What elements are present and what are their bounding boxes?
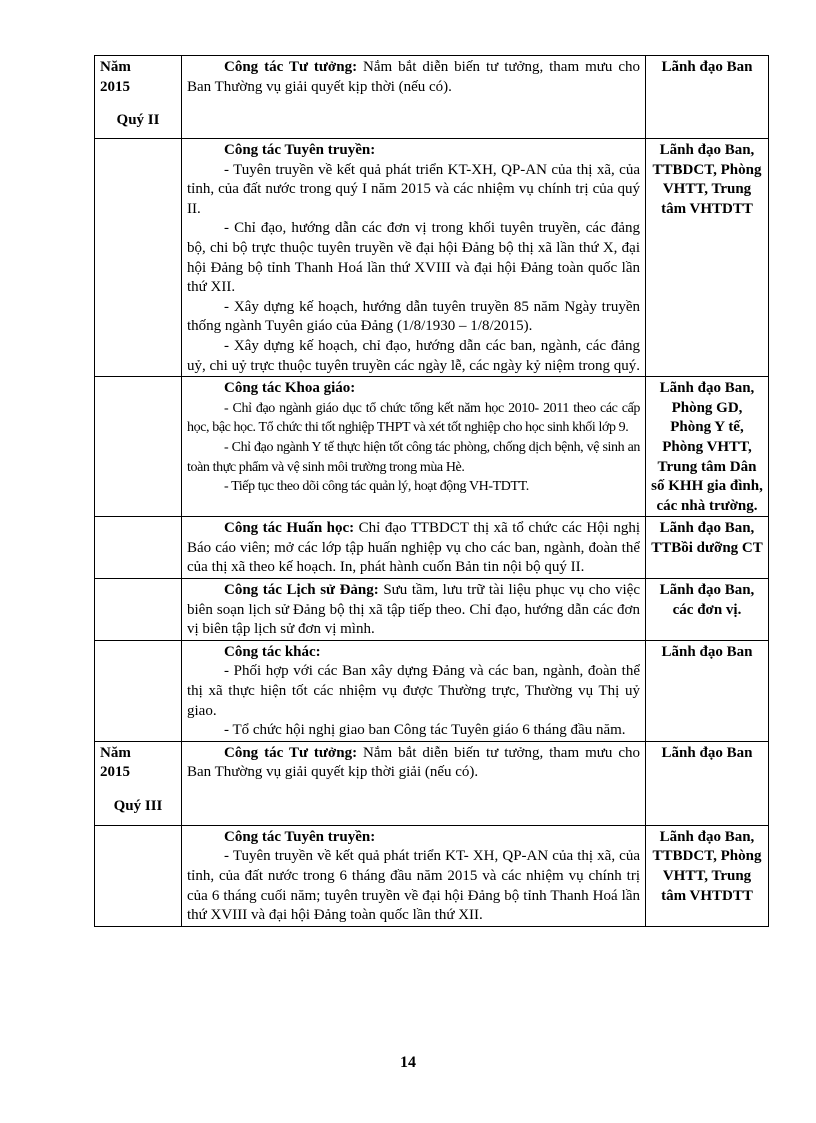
table-row	[95, 377, 769, 517]
task-title: Công tác Tư tưởng:	[224, 744, 358, 761]
task-description: Chỉ đạo TTBDCT thị xã tổ chức các Hội nghị Báo cáo viên; mở các lớp tập huấn nghiệp vụ cho các ban, ngành, đoàn thể của thị xã theo kế hoạch. In, phát hành cuốn Bản tin nội bộ quý II.	[187, 520, 640, 576]
task-item: - Tiếp tục theo dõi công tác quản lý, hoạt động VH-TDTT.	[224, 479, 529, 495]
period-cell-empty	[95, 579, 182, 641]
task-item: - Chỉ đạo, hướng dẫn các đơn vị trong khối tuyên truyền, các đảng bộ, chi bộ trực thuộc tuyên truyền về đại hội Đảng bộ thị xã lần thứ X, đại hội Đảng bộ tỉnh Thanh Hoá lần thứ XVIII và đại hội Đảng toàn quốc lần thứ XII.	[187, 220, 640, 296]
task-cell	[182, 825, 646, 926]
responsible-cell: Lãnh đạo Ban, TTBDCT, Phòng VHTT, Trung tâm VHTDTT	[646, 825, 769, 926]
task-title: Công tác Tuyên truyền:	[224, 142, 376, 158]
task-cell	[182, 517, 646, 579]
period-cell-empty	[95, 139, 182, 377]
task-title: Công tác Huấn học:	[224, 520, 355, 537]
task-cell	[182, 56, 646, 139]
task-item: - Tổ chức hội nghị giao ban Công tác Tuyên giáo 6 tháng đầu năm.	[224, 722, 626, 739]
period-cell-empty	[95, 825, 182, 926]
page-number: 14	[400, 1054, 416, 1071]
period-cell-empty	[95, 640, 182, 741]
task-item: - Tuyên truyền về kết quả phát triển KT- XH, QP-AN của thị xã, của tỉnh, của đất nước trong 6 tháng đầu năm 2015 và các nhiệm vụ chính trị của 6 tháng cuối năm; tuyên truyền về đại hội Đảng bộ tỉnh Thanh Hoá lần thứ XVIII và đại hội Đảng toàn quốc lần thứ XII.	[187, 848, 640, 924]
task-description: Nắm bắt diễn biến tư tưởng, tham mưu cho Ban Thường vụ giải quyết kịp thời (nếu có).	[187, 59, 640, 95]
quarter-label: Quý III	[113, 798, 163, 814]
task-title: Công tác khác:	[224, 643, 321, 660]
responsible-cell: Lãnh đạo Ban, Phòng GD, Phòng Y tế, Phòng VHTT, Trung tâm Dân số KHH gia đình, các nhà trường.	[646, 377, 769, 517]
task-cell	[182, 640, 646, 741]
table-row	[95, 517, 769, 579]
table-row	[95, 741, 769, 825]
task-title: Công tác Tư tưởng:	[224, 59, 358, 75]
task-item: - Chỉ đạo ngành Y tế thực hiện tốt công tác phòng, chống dịch bệnh, vệ sinh an toàn thực phẩm và vệ sinh môi trường trong mùa Hè.	[187, 439, 640, 475]
period-cell	[95, 741, 182, 825]
table-row	[95, 56, 769, 139]
year-label: Năm	[100, 744, 131, 761]
task-title: Công tác Tuyên truyền:	[224, 828, 376, 845]
table-row	[95, 825, 769, 926]
year: 2015	[100, 78, 130, 95]
table-row	[95, 640, 769, 741]
responsible-cell: Lãnh đạo Ban	[646, 640, 769, 741]
task-item: - Tuyên truyền về kết quả phát triển KT-XH, QP-AN của thị xã, của tỉnh, của đất nước trong quý I năm 2015 và các nhiệm vụ chính trị của quý II.	[187, 161, 640, 217]
year: 2015	[100, 764, 130, 781]
task-description: Nắm bắt diễn biến tư tưởng, tham mưu cho Ban Thường vụ giải quyết kịp thời giải (nếu có).	[187, 744, 640, 781]
task-title: Công tác Khoa giáo:	[224, 380, 356, 397]
responsible-cell: Lãnh đạo Ban, TTBồi dưỡng CT	[646, 517, 769, 579]
work-plan-table	[94, 55, 769, 927]
task-item: - Xây dựng kế hoạch, chỉ đạo, hướng dẫn các ban, ngành, các đảng uỷ, chi uỷ trực thuộc tuyên truyền các ngày lễ, các ngày kỷ niệm trong quý.	[187, 337, 640, 374]
task-cell	[182, 741, 646, 825]
task-cell	[182, 579, 646, 641]
task-item: - Xây dựng kế hoạch, hướng dẫn tuyên truyền 85 năm Ngày truyền thống ngành Tuyên giáo của Đảng (1/8/1930 – 1/8/2015).	[187, 298, 640, 335]
year-label: Năm	[100, 59, 131, 75]
task-cell	[182, 139, 646, 377]
table-row	[95, 139, 769, 377]
responsible-cell: Lãnh đạo Ban, các đơn vị.	[646, 579, 769, 641]
task-description: Sưu tầm, lưu trữ tài liệu phục vụ cho việc biên soạn lịch sử Đảng bộ thị xã tập tiếp theo. Chỉ đạo, hướng dẫn các đơn vị biên tập lịch sử đơn vị mình.	[187, 582, 640, 638]
task-item: - Phối hợp với các Ban xây dựng Đảng và các ban, ngành, đoàn thể thị xã thực hiện tốt các nhiệm vụ được Thường trực, Thường vụ Thị uỷ giao.	[187, 663, 640, 719]
responsible-cell: Lãnh đạo Ban, TTBDCT, Phòng VHTT, Trung tâm VHTDTT	[646, 139, 769, 377]
period-cell-empty	[95, 517, 182, 579]
task-cell	[182, 377, 646, 517]
responsible-cell: Lãnh đạo Ban	[646, 56, 769, 139]
quarter-label: Quý II	[116, 112, 160, 129]
task-item: - Chỉ đạo ngành giáo dục tổ chức tổng kết năm học 2010- 2011 theo các cấp học, bậc học. Tổ chức thi tốt nghiệp THPT và xét tốt nghiệp cho học sinh khối lớp 9.	[187, 400, 640, 436]
table-row	[95, 579, 769, 641]
period-cell-empty	[95, 377, 182, 517]
task-title: Công tác Lịch sử Đảng:	[224, 582, 379, 599]
responsible-cell: Lãnh đạo Ban	[646, 741, 769, 825]
period-cell	[95, 56, 182, 139]
